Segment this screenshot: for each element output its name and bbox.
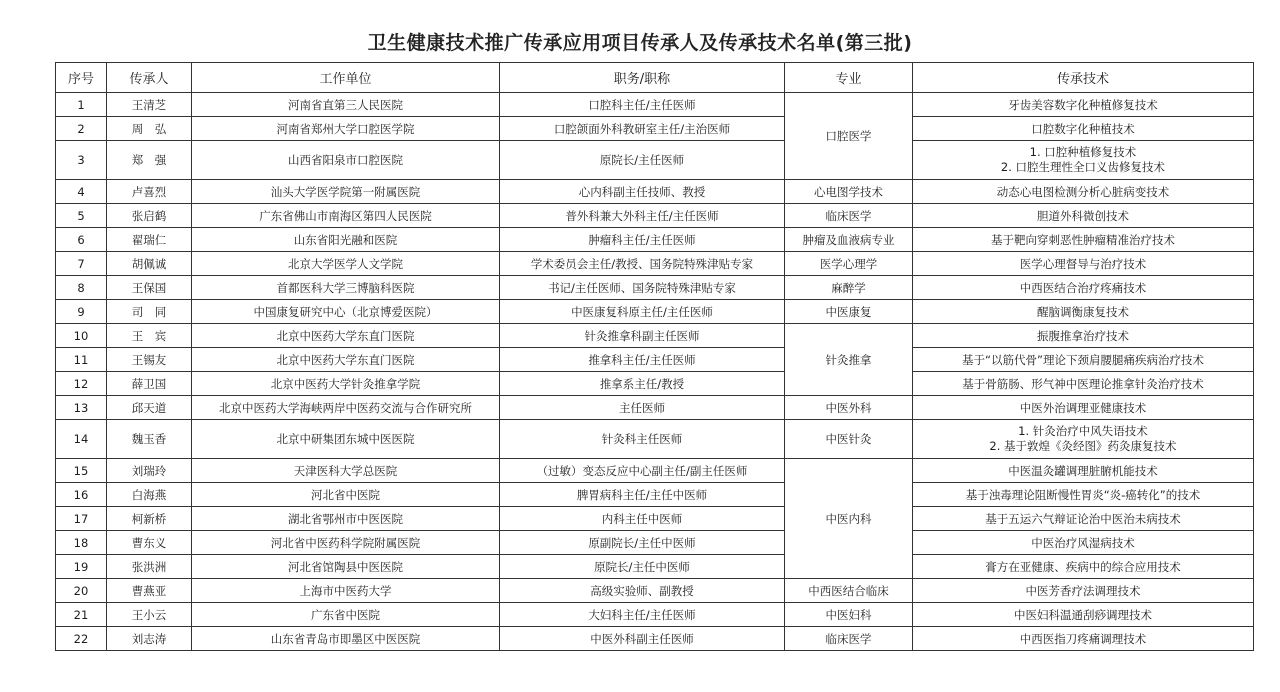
row-no: 5 — [56, 204, 107, 228]
technique-line: 基于“以筋代骨”理论下颈肩腰腿痛疾病治疗技术 — [962, 352, 1204, 367]
table-row — [56, 276, 1254, 300]
technique-line: 1. 口腔种植修复技术 — [1029, 145, 1137, 159]
row-specialty: 肿瘤及血液病专业 — [785, 228, 913, 252]
row-no: 18 — [56, 531, 107, 555]
table-row — [56, 204, 1254, 228]
table-row — [56, 300, 1254, 324]
row-position: 脾胃病科主任/主任中医师 — [500, 483, 785, 507]
row-technique — [913, 627, 1254, 651]
row-position: 书记/主任医师、国务院特殊津贴专家 — [500, 276, 785, 300]
row-specialty: 中西医结合临床 — [785, 579, 913, 603]
row-name: 柯新桥 — [107, 507, 192, 531]
row-technique — [913, 204, 1254, 228]
row-specialty: 口腔医学 — [785, 93, 913, 180]
row-no: 6 — [56, 228, 107, 252]
row-position: 原副院长/主任中医师 — [500, 531, 785, 555]
row-name: 胡佩诚 — [107, 252, 192, 276]
row-unit: 北京中医药大学东直门医院 — [192, 324, 500, 348]
header-position: 职务/职称 — [500, 63, 785, 93]
row-unit: 山东省阳光融和医院 — [192, 228, 500, 252]
row-no: 7 — [56, 252, 107, 276]
row-name: 王清芝 — [107, 93, 192, 117]
row-no: 16 — [56, 483, 107, 507]
row-no: 11 — [56, 348, 107, 372]
row-name: 魏玉香 — [107, 420, 192, 459]
technique-line: 膏方在亚健康、疾病中的综合应用技术 — [985, 559, 1181, 574]
row-name: 张洪洲 — [107, 555, 192, 579]
row-unit: 河北省中医院 — [192, 483, 500, 507]
header-unit: 工作单位 — [192, 63, 500, 93]
row-unit: 北京大学医学人文学院 — [192, 252, 500, 276]
row-technique — [913, 348, 1254, 372]
row-specialty: 中医妇科 — [785, 603, 913, 627]
row-no: 12 — [56, 372, 107, 396]
row-name: 王锡友 — [107, 348, 192, 372]
row-no: 3 — [56, 141, 107, 180]
row-specialty: 临床医学 — [785, 204, 913, 228]
row-technique — [913, 483, 1254, 507]
table-row — [56, 483, 1254, 507]
row-no: 19 — [56, 555, 107, 579]
row-unit: 广东省中医院 — [192, 603, 500, 627]
row-specialty: 中医外科 — [785, 396, 913, 420]
table-row — [56, 555, 1254, 579]
row-technique — [913, 324, 1254, 348]
row-no: 14 — [56, 420, 107, 459]
table-row — [56, 348, 1254, 372]
row-name: 白海燕 — [107, 483, 192, 507]
row-unit: 山西省阳泉市口腔医院 — [192, 141, 500, 180]
table-row — [56, 531, 1254, 555]
inheritor-table — [55, 62, 1254, 651]
technique-line: 2. 口腔生理性全口义齿修复技术 — [1000, 160, 1166, 174]
technique-line: 2. 基于敦煌《灸经图》药灸康复技术 — [989, 439, 1177, 453]
technique-line: 口腔数字化种植技术 — [1031, 121, 1135, 136]
technique-line: 医学心理督导与治疗技术 — [1019, 256, 1147, 271]
row-name: 张启鹤 — [107, 204, 192, 228]
technique-line: 振腹推拿治疗技术 — [1037, 328, 1129, 343]
row-position: 中医外科副主任医师 — [500, 627, 785, 651]
row-name: 周 弘 — [107, 117, 192, 141]
header-name: 传承人 — [107, 63, 192, 93]
table-row — [56, 459, 1254, 483]
row-no: 15 — [56, 459, 107, 483]
technique-line: 中医温灸罐调理脏腑机能技术 — [1008, 463, 1158, 478]
row-technique — [913, 603, 1254, 627]
row-technique — [913, 180, 1254, 204]
technique-line: 中医妇科温通刮痧调理技术 — [1014, 607, 1152, 622]
technique-line: 中医外治调理亚健康技术 — [1019, 400, 1147, 415]
row-technique — [913, 252, 1254, 276]
row-name: 王 宾 — [107, 324, 192, 348]
row-technique — [913, 276, 1254, 300]
technique-line: 中医芳香疗法调理技术 — [1025, 583, 1141, 598]
row-position: 普外科兼大外科主任/主任医师 — [500, 204, 785, 228]
table-row — [56, 228, 1254, 252]
row-position: 肿瘤科主任/主任医师 — [500, 228, 785, 252]
header-technique: 传承技术 — [913, 63, 1254, 93]
row-name: 王小云 — [107, 603, 192, 627]
row-no: 8 — [56, 276, 107, 300]
row-position: 原院长/主任中医师 — [500, 555, 785, 579]
row-unit: 北京中医药大学针灸推拿学院 — [192, 372, 500, 396]
row-name: 刘瑞玲 — [107, 459, 192, 483]
table-row — [56, 579, 1254, 603]
row-position: 大妇科主任/主任医师 — [500, 603, 785, 627]
row-no: 9 — [56, 300, 107, 324]
row-unit: 首都医科大学三博脑科医院 — [192, 276, 500, 300]
row-name: 翟瑞仁 — [107, 228, 192, 252]
row-unit: 河南省直第三人民医院 — [192, 93, 500, 117]
row-name: 司 同 — [107, 300, 192, 324]
row-name: 郑 强 — [107, 141, 192, 180]
row-technique — [913, 117, 1254, 141]
row-no: 22 — [56, 627, 107, 651]
row-unit: 北京中研集团东城中医医院 — [192, 420, 500, 459]
row-no: 20 — [56, 579, 107, 603]
row-specialty: 心电图学技术 — [785, 180, 913, 204]
row-position: 原院长/主任医师 — [500, 141, 785, 180]
row-name: 卢喜烈 — [107, 180, 192, 204]
table-row — [56, 627, 1254, 651]
row-name: 曹燕亚 — [107, 579, 192, 603]
row-position: 推拿科主任/主任医师 — [500, 348, 785, 372]
table-row — [56, 180, 1254, 204]
row-technique — [913, 507, 1254, 531]
technique-line: 醒脑调衡康复技术 — [1037, 304, 1129, 319]
table-header-row — [56, 63, 1254, 93]
row-position: 针灸推拿科副主任医师 — [500, 324, 785, 348]
row-unit: 北京中医药大学东直门医院 — [192, 348, 500, 372]
row-unit: 中国康复研究中心（北京博爱医院） — [192, 300, 500, 324]
row-position: 针灸科主任医师 — [500, 420, 785, 459]
row-position: 中医康复科原主任/主任医师 — [500, 300, 785, 324]
row-position: 内科主任中医师 — [500, 507, 785, 531]
document-title: 卫生健康技术推广传承应用项目传承人及传承技术名单(第三批) — [367, 32, 913, 54]
row-technique — [913, 531, 1254, 555]
table-row — [56, 117, 1254, 141]
table-row — [56, 324, 1254, 348]
table-row — [56, 141, 1254, 180]
technique-line: 牙齿美容数字化种植修复技术 — [1008, 97, 1158, 112]
row-name: 王保国 — [107, 276, 192, 300]
row-specialty: 临床医学 — [785, 627, 913, 651]
row-unit: 河北省馆陶县中医医院 — [192, 555, 500, 579]
row-name: 刘志涛 — [107, 627, 192, 651]
row-position: 学术委员会主任/教授、国务院特殊津贴专家 — [500, 252, 785, 276]
row-position: 口腔颌面外科教研室主任/主治医师 — [500, 117, 785, 141]
row-specialty: 中医康复 — [785, 300, 913, 324]
row-technique — [913, 300, 1254, 324]
technique-line: 基于靶向穿刺恶性肿瘤精准治疗技术 — [991, 232, 1175, 247]
row-technique — [913, 420, 1254, 459]
row-unit: 河北省中医药科学院附属医院 — [192, 531, 500, 555]
row-specialty: 中医内科 — [785, 459, 913, 579]
table-row — [56, 507, 1254, 531]
row-technique — [913, 93, 1254, 117]
row-no: 2 — [56, 117, 107, 141]
row-no: 17 — [56, 507, 107, 531]
row-unit: 山东省青岛市即墨区中医医院 — [192, 627, 500, 651]
technique-line: 基于骨筋肠、形气神中医理论推拿针灸治疗技术 — [962, 376, 1204, 391]
table-row — [56, 420, 1254, 459]
row-specialty: 针灸推拿 — [785, 324, 913, 396]
row-technique — [913, 459, 1254, 483]
row-technique — [913, 228, 1254, 252]
row-position: 高级实验师、副教授 — [500, 579, 785, 603]
technique-line: 基于五运六气辩证论治中医治未病技术 — [985, 511, 1181, 526]
table-row — [56, 93, 1254, 117]
table-row — [56, 372, 1254, 396]
technique-line: 中医治疗风湿病技术 — [1031, 535, 1135, 550]
row-no: 13 — [56, 396, 107, 420]
row-technique — [913, 396, 1254, 420]
row-no: 21 — [56, 603, 107, 627]
technique-line: 1. 针灸治疗中风失语技术 — [1018, 424, 1148, 438]
row-name: 薛卫国 — [107, 372, 192, 396]
header-no: 序号 — [56, 63, 107, 93]
row-unit: 北京中医药大学海峡两岸中医药交流与合作研究所 — [192, 396, 500, 420]
row-technique — [913, 141, 1254, 180]
row-unit: 广东省佛山市南海区第四人民医院 — [192, 204, 500, 228]
row-name: 邱天道 — [107, 396, 192, 420]
row-specialty: 医学心理学 — [785, 252, 913, 276]
technique-line: 动态心电图检测分析心脏病变技术 — [996, 184, 1170, 199]
row-position: 口腔科主任/主任医师 — [500, 93, 785, 117]
row-no: 10 — [56, 324, 107, 348]
technique-line: 中西医结合治疗疼痛技术 — [1019, 280, 1147, 295]
row-unit: 河南省郑州大学口腔医学院 — [192, 117, 500, 141]
row-position: （过敏）变态反应中心副主任/副主任医师 — [500, 459, 785, 483]
row-no: 1 — [56, 93, 107, 117]
table-row — [56, 603, 1254, 627]
technique-line: 中西医指刀疼痛调理技术 — [1019, 631, 1147, 646]
row-unit: 汕头大学医学院第一附属医院 — [192, 180, 500, 204]
table-row — [56, 252, 1254, 276]
row-position: 推拿系主任/教授 — [500, 372, 785, 396]
row-unit: 上海市中医药大学 — [192, 579, 500, 603]
row-technique — [913, 579, 1254, 603]
row-specialty: 中医针灸 — [785, 420, 913, 459]
row-technique — [913, 555, 1254, 579]
technique-line: 基于浊毒理论阻断慢性胃炎“炎-癌转化”的技术 — [965, 487, 1201, 502]
table-row — [56, 396, 1254, 420]
row-name: 曹东义 — [107, 531, 192, 555]
row-position: 主任医师 — [500, 396, 785, 420]
row-unit: 湖北省鄂州市中医医院 — [192, 507, 500, 531]
row-position: 心内科副主任技师、教授 — [500, 180, 785, 204]
row-specialty: 麻醉学 — [785, 276, 913, 300]
row-unit: 天津医科大学总医院 — [192, 459, 500, 483]
header-specialty: 专业 — [785, 63, 913, 93]
technique-line: 胆道外科微创技术 — [1037, 208, 1129, 223]
row-technique — [913, 372, 1254, 396]
row-no: 4 — [56, 180, 107, 204]
